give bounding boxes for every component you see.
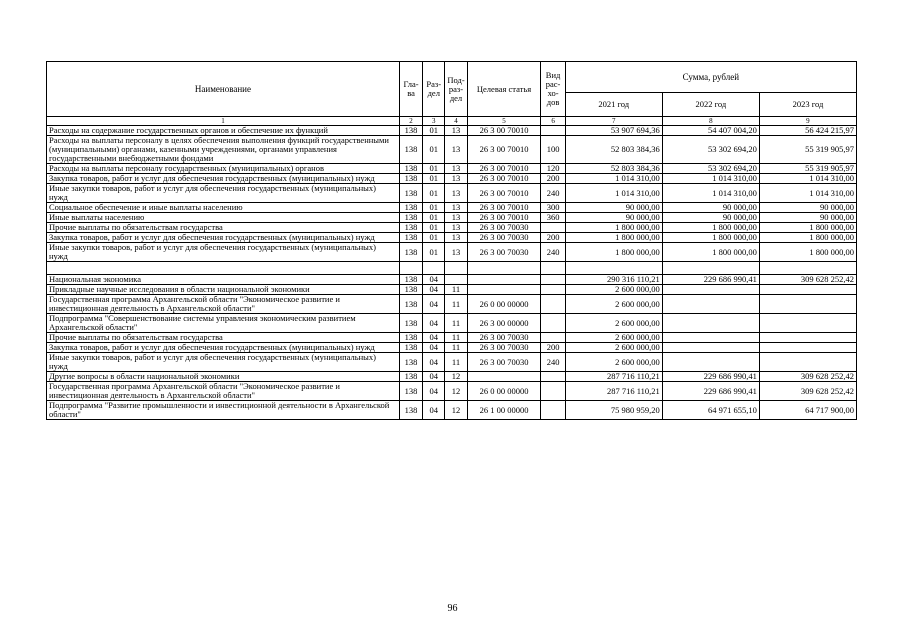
row-sum-2023: [759, 343, 856, 353]
row-sum-2022: 1 800 000,00: [662, 233, 759, 243]
row-glava: 138: [399, 136, 422, 164]
row-target: 26 3 00 70010: [467, 213, 541, 223]
column-number: 3: [423, 117, 445, 126]
row-name: Государственная программа Архангельской области "Экономическое развитие и инвестиционная деятельность в Архангельской области": [47, 382, 400, 401]
row-sum-2022: 53 302 694,20: [662, 136, 759, 164]
row-vid: 240: [541, 353, 565, 372]
row-sum-2021: 1 014 310,00: [565, 174, 662, 184]
row-vid: 120: [541, 164, 565, 174]
row-sum-2021: 287 716 110,21: [565, 382, 662, 401]
row-sum-2021: 53 907 694,36: [565, 126, 662, 136]
row-glava: 138: [399, 382, 422, 401]
row-sum-2022: 1 800 000,00: [662, 243, 759, 262]
row-vid: [541, 314, 565, 333]
row-vid: 200: [541, 174, 565, 184]
row-sum-2021: 1 800 000,00: [565, 223, 662, 233]
row-podrazdel: 11: [445, 285, 467, 295]
row-razdel: 01: [423, 136, 445, 164]
header-sum: Сумма, рублей: [565, 62, 856, 93]
row-name: Иные выплаты населению: [47, 213, 400, 223]
row-podrazdel: 13: [445, 184, 467, 203]
row-sum-2023: [759, 285, 856, 295]
row-vid: [541, 262, 565, 275]
row-sum-2021: 90 000,00: [565, 203, 662, 213]
row-sum-2022: 229 686 990,41: [662, 382, 759, 401]
row-sum-2021: 2 600 000,00: [565, 343, 662, 353]
row-sum-2023: 309 628 252,42: [759, 275, 856, 285]
budget-table: [46, 61, 857, 420]
row-podrazdel: 13: [445, 233, 467, 243]
row-target: [467, 275, 541, 285]
row-sum-2022: 1 800 000,00: [662, 223, 759, 233]
table-row: [47, 184, 857, 203]
row-target: 26 3 00 70010: [467, 174, 541, 184]
row-name: Национальная экономика: [47, 275, 400, 285]
row-sum-2022: [662, 314, 759, 333]
table-row: [47, 262, 857, 275]
row-sum-2021: 287 716 110,21: [565, 372, 662, 382]
row-target: 26 1 00 00000: [467, 401, 541, 420]
header-name: Наименование: [47, 62, 400, 117]
row-glava: 138: [399, 126, 422, 136]
row-sum-2021: 1 800 000,00: [565, 233, 662, 243]
row-name: Государственная программа Архангельской области "Экономическое развитие и инвестиционная деятельность в Архангельской области": [47, 295, 400, 314]
row-vid: [541, 223, 565, 233]
column-number: 7: [565, 117, 662, 126]
row-name: Подпрограмма "Развитие промышленности и инвестиционной деятельности в Архангельской области": [47, 401, 400, 420]
row-name: Прочие выплаты по обязательствам государства: [47, 223, 400, 233]
row-vid: 200: [541, 233, 565, 243]
row-target: 26 0 00 00000: [467, 295, 541, 314]
row-sum-2023: 1 800 000,00: [759, 243, 856, 262]
row-sum-2023: [759, 262, 856, 275]
row-target: [467, 262, 541, 275]
column-number: 2: [399, 117, 422, 126]
row-glava: 138: [399, 333, 422, 343]
row-sum-2021: 1 800 000,00: [565, 243, 662, 262]
row-razdel: 01: [423, 233, 445, 243]
row-vid: [541, 333, 565, 343]
column-number: 4: [445, 117, 467, 126]
row-glava: [399, 262, 422, 275]
row-target: 26 3 00 70010: [467, 126, 541, 136]
row-target: 26 3 00 70030: [467, 333, 541, 343]
table-row: [47, 136, 857, 164]
row-sum-2022: 229 686 990,41: [662, 275, 759, 285]
table-body: [47, 126, 857, 420]
row-podrazdel: 13: [445, 126, 467, 136]
row-glava: 138: [399, 275, 422, 285]
table-row: [47, 164, 857, 174]
row-vid: 240: [541, 243, 565, 262]
row-sum-2022: [662, 262, 759, 275]
column-number: 1: [47, 117, 400, 126]
row-sum-2023: [759, 314, 856, 333]
row-sum-2023: 90 000,00: [759, 203, 856, 213]
row-glava: 138: [399, 184, 422, 203]
row-podrazdel: 11: [445, 353, 467, 372]
row-sum-2023: 55 319 905,97: [759, 164, 856, 174]
row-razdel: 04: [423, 401, 445, 420]
table-row: [47, 314, 857, 333]
row-razdel: [423, 262, 445, 275]
row-razdel: 04: [423, 333, 445, 343]
row-podrazdel: 12: [445, 401, 467, 420]
row-podrazdel: 11: [445, 295, 467, 314]
row-target: 26 0 00 00000: [467, 382, 541, 401]
row-vid: 240: [541, 184, 565, 203]
row-podrazdel: [445, 262, 467, 275]
row-sum-2023: 1 800 000,00: [759, 223, 856, 233]
row-sum-2022: 90 000,00: [662, 203, 759, 213]
header-podrazdel: Под-раз-дел: [445, 62, 467, 117]
table-row: [47, 243, 857, 262]
row-glava: 138: [399, 213, 422, 223]
row-sum-2023: 55 319 905,97: [759, 136, 856, 164]
column-number-row: [47, 117, 857, 126]
row-name: Закупка товаров, работ и услуг для обеспечения государственных (муниципальных) нужд: [47, 343, 400, 353]
row-glava: 138: [399, 233, 422, 243]
row-sum-2021: 75 980 959,20: [565, 401, 662, 420]
row-name: Прочие выплаты по обязательствам государства: [47, 333, 400, 343]
row-sum-2021: 2 600 000,00: [565, 333, 662, 343]
row-razdel: 01: [423, 184, 445, 203]
row-glava: 138: [399, 314, 422, 333]
row-glava: 138: [399, 174, 422, 184]
row-podrazdel: 13: [445, 203, 467, 213]
row-target: [467, 372, 541, 382]
row-name: Иные закупки товаров, работ и услуг для обеспечения государственных (муниципальных) нужд: [47, 353, 400, 372]
row-glava: 138: [399, 164, 422, 174]
row-glava: 138: [399, 203, 422, 213]
header-target: Целевая статья: [467, 62, 541, 117]
row-sum-2022: 90 000,00: [662, 213, 759, 223]
row-vid: 360: [541, 213, 565, 223]
row-sum-2022: [662, 333, 759, 343]
row-sum-2023: [759, 353, 856, 372]
table-row: [47, 203, 857, 213]
header-year-2022: 2022 год: [662, 93, 759, 117]
header-glava: Гла-ва: [399, 62, 422, 117]
row-sum-2022: 54 407 004,20: [662, 126, 759, 136]
row-podrazdel: 13: [445, 243, 467, 262]
row-razdel: 01: [423, 213, 445, 223]
row-glava: 138: [399, 343, 422, 353]
row-target: [467, 285, 541, 295]
row-sum-2022: 1 014 310,00: [662, 174, 759, 184]
row-vid: [541, 382, 565, 401]
column-number: 6: [541, 117, 565, 126]
row-target: 26 3 00 70010: [467, 203, 541, 213]
row-podrazdel: 13: [445, 174, 467, 184]
header-vid: Вид рас-хо-дов: [541, 62, 565, 117]
row-sum-2021: [565, 262, 662, 275]
row-sum-2023: 56 424 215,97: [759, 126, 856, 136]
table-row: [47, 275, 857, 285]
row-podrazdel: 12: [445, 372, 467, 382]
row-razdel: 01: [423, 243, 445, 262]
row-podrazdel: 11: [445, 333, 467, 343]
row-razdel: 04: [423, 275, 445, 285]
row-sum-2022: [662, 353, 759, 372]
row-glava: 138: [399, 353, 422, 372]
row-target: 26 3 00 70010: [467, 184, 541, 203]
row-glava: 138: [399, 372, 422, 382]
table-row: [47, 372, 857, 382]
row-sum-2023: 1 014 310,00: [759, 174, 856, 184]
table-row: [47, 343, 857, 353]
row-name: Закупка товаров, работ и услуг для обеспечения государственных (муниципальных) нужд: [47, 174, 400, 184]
row-target: 26 3 00 00000: [467, 314, 541, 333]
column-number: 9: [759, 117, 856, 126]
row-razdel: 04: [423, 343, 445, 353]
row-target: 26 3 00 70030: [467, 353, 541, 372]
row-razdel: 01: [423, 164, 445, 174]
row-razdel: 01: [423, 223, 445, 233]
table-row: [47, 333, 857, 343]
table-row: [47, 353, 857, 372]
row-podrazdel: 11: [445, 343, 467, 353]
column-number: 8: [662, 117, 759, 126]
row-sum-2021: 2 600 000,00: [565, 295, 662, 314]
row-sum-2023: 309 628 252,42: [759, 372, 856, 382]
row-name: Другие вопросы в области национальной экономики: [47, 372, 400, 382]
row-vid: 100: [541, 136, 565, 164]
row-sum-2023: 1 014 310,00: [759, 184, 856, 203]
row-name: Иные закупки товаров, работ и услуг для обеспечения государственных (муниципальных) нужд: [47, 184, 400, 203]
row-vid: [541, 401, 565, 420]
table-row: [47, 126, 857, 136]
row-sum-2023: 1 800 000,00: [759, 233, 856, 243]
row-name: Расходы на выплаты персоналу государственных (муниципальных) органов: [47, 164, 400, 174]
row-podrazdel: 11: [445, 314, 467, 333]
row-sum-2022: [662, 285, 759, 295]
row-name: [47, 262, 400, 275]
row-name: Социальное обеспечение и иные выплаты населению: [47, 203, 400, 213]
row-vid: [541, 285, 565, 295]
row-sum-2023: 309 628 252,42: [759, 382, 856, 401]
row-name: Иные закупки товаров, работ и услуг для обеспечения государственных (муниципальных) нужд: [47, 243, 400, 262]
row-podrazdel: 13: [445, 213, 467, 223]
row-razdel: 04: [423, 372, 445, 382]
row-podrazdel: 13: [445, 136, 467, 164]
page-number: 96: [447, 603, 458, 614]
row-vid: 200: [541, 343, 565, 353]
row-vid: [541, 126, 565, 136]
row-glava: 138: [399, 223, 422, 233]
row-target: 26 3 00 70030: [467, 243, 541, 262]
row-sum-2022: 1 014 310,00: [662, 184, 759, 203]
row-sum-2021: 2 600 000,00: [565, 353, 662, 372]
row-glava: 138: [399, 285, 422, 295]
row-name: Расходы на содержание государственных органов и обеспечение их функций: [47, 126, 400, 136]
row-sum-2022: [662, 343, 759, 353]
row-razdel: 01: [423, 174, 445, 184]
row-podrazdel: 13: [445, 164, 467, 174]
table-row: [47, 223, 857, 233]
row-sum-2023: 90 000,00: [759, 213, 856, 223]
row-vid: [541, 275, 565, 285]
row-target: 26 3 00 70030: [467, 343, 541, 353]
row-podrazdel: 13: [445, 223, 467, 233]
row-vid: 300: [541, 203, 565, 213]
row-vid: [541, 295, 565, 314]
row-vid: [541, 372, 565, 382]
row-sum-2022: 53 302 694,20: [662, 164, 759, 174]
row-sum-2021: 290 316 110,21: [565, 275, 662, 285]
table-row: [47, 213, 857, 223]
row-sum-2021: 52 803 384,36: [565, 136, 662, 164]
table-row: [47, 285, 857, 295]
table-row: [47, 295, 857, 314]
row-razdel: 04: [423, 285, 445, 295]
row-sum-2023: 64 717 900,00: [759, 401, 856, 420]
row-sum-2021: 2 600 000,00: [565, 314, 662, 333]
row-target: 26 3 00 70030: [467, 233, 541, 243]
row-podrazdel: [445, 275, 467, 285]
table-row: [47, 174, 857, 184]
column-number: 5: [467, 117, 541, 126]
row-name: Закупка товаров, работ и услуг для обеспечения государственных (муниципальных) нужд: [47, 233, 400, 243]
header-year-2023: 2023 год: [759, 93, 856, 117]
row-sum-2021: 90 000,00: [565, 213, 662, 223]
row-razdel: 04: [423, 295, 445, 314]
row-razdel: 04: [423, 314, 445, 333]
row-sum-2022: [662, 295, 759, 314]
row-sum-2021: 1 014 310,00: [565, 184, 662, 203]
table-row: [47, 401, 857, 420]
row-sum-2023: [759, 333, 856, 343]
row-glava: 138: [399, 295, 422, 314]
row-glava: 138: [399, 401, 422, 420]
row-sum-2023: [759, 295, 856, 314]
row-razdel: 01: [423, 203, 445, 213]
row-name: Расходы на выплаты персоналу в целях обеспечения выполнения функций государственными (муниципальными) органами, казенными учреждениями, органами управления государственными внебюджетными фондами: [47, 136, 400, 164]
row-podrazdel: 12: [445, 382, 467, 401]
row-name: Подпрограмма "Совершенствование системы управления экономическим развитием Архангельской области": [47, 314, 400, 333]
header-razdel: Раз-дел: [423, 62, 445, 117]
row-razdel: 01: [423, 126, 445, 136]
row-name: Прикладные научные исследования в области национальной экономики: [47, 285, 400, 295]
row-target: 26 3 00 70010: [467, 136, 541, 164]
row-razdel: 04: [423, 382, 445, 401]
row-sum-2021: 2 600 000,00: [565, 285, 662, 295]
row-razdel: 04: [423, 353, 445, 372]
table-row: [47, 382, 857, 401]
row-sum-2022: 64 971 655,10: [662, 401, 759, 420]
row-sum-2021: 52 803 384,36: [565, 164, 662, 174]
row-target: 26 3 00 70030: [467, 223, 541, 233]
row-glava: 138: [399, 243, 422, 262]
row-sum-2022: 229 686 990,41: [662, 372, 759, 382]
row-target: 26 3 00 70010: [467, 164, 541, 174]
header-year-2021: 2021 год: [565, 93, 662, 117]
table-row: [47, 233, 857, 243]
